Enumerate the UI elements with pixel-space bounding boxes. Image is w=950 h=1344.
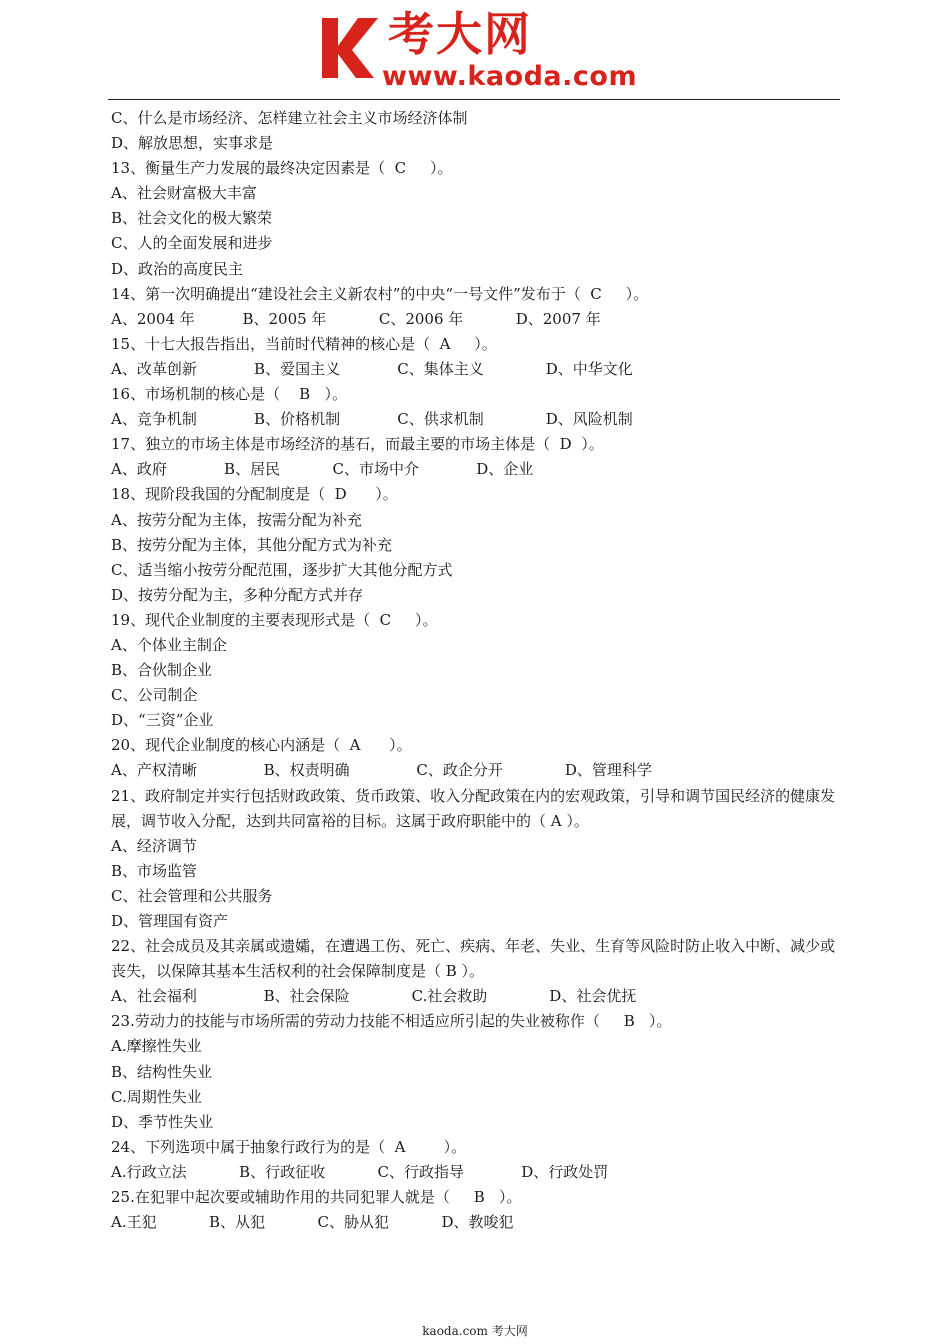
option-line: A、2004 年 B、2005 年 C、2006 年 D、2007 年 <box>111 309 601 328</box>
question-21: 21、政府制定并实行包括财政政策、货币政策、收入分配政策在内的宏观政策，引导和调节国民经济的健康发展，调节收入分配，达到共同富裕的目标。这属于政府职能中的（ A ）。 <box>111 786 836 830</box>
logo-url: www.kaoda.com <box>382 61 638 92</box>
logo-chinese-name: 考大网 <box>388 7 532 61</box>
question-15: 15、十七大报告指出，当前时代精神的核心是（ A ）。 <box>111 334 497 353</box>
question-16: 16、市场机制的核心是（ B ）。 <box>111 385 347 404</box>
option-line: D、季节性失业 <box>111 1112 214 1131</box>
option-line: A、政府 B、居民 C、市场中介 D、企业 <box>111 460 534 479</box>
option-line: C.周期性失业 <box>111 1087 202 1106</box>
option-line: D、按劳分配为主，多种分配方式并存 <box>111 585 364 604</box>
question-19: 19、现代企业制度的主要表现形式是（ C ）。 <box>111 610 438 629</box>
option-line: D、“三资”企业 <box>111 711 214 730</box>
option-line: C、人的全面发展和进步 <box>111 234 273 253</box>
kaoda-k-logo-icon <box>318 12 382 84</box>
question-list <box>111 106 841 1235</box>
option-line: A.行政立法 B、行政征收 C、行政指导 D、行政处罚 <box>111 1162 609 1181</box>
text-line: D、解放思想，实事求是 <box>111 134 274 153</box>
option-line: A.王犯 B、从犯 C、胁从犯 D、教唆犯 <box>111 1213 514 1232</box>
question-25: 25.在犯罪中起次要或辅助作用的共同犯罪人就是（ B ）。 <box>111 1188 522 1207</box>
option-line: A、社会财富极大丰富 <box>111 184 257 203</box>
option-line: A、经济调节 <box>111 836 197 855</box>
page-footer: kaoda.com 考大网 <box>422 1324 528 1338</box>
option-line: A、竞争机制 B、价格机制 C、供求机制 D、风险机制 <box>111 410 633 429</box>
header-divider <box>108 99 840 100</box>
option-line: A、个体业主制企 <box>111 635 227 654</box>
option-line: D、政治的高度民主 <box>111 259 244 278</box>
question-13: 13、衡量生产力发展的最终决定因素是（ C ）。 <box>111 159 453 178</box>
page-header <box>0 0 950 102</box>
option-line: C、公司制企 <box>111 686 198 705</box>
option-line: C、适当缩小按劳分配范围，逐步扩大其他分配方式 <box>111 560 453 579</box>
question-23: 23.劳动力的技能与市场所需的劳动力技能不相适应所引起的失业被称作（ B ）。 <box>111 1012 672 1031</box>
option-line: A、改革创新 B、爱国主义 C、集体主义 D、中华文化 <box>111 359 633 378</box>
question-17: 17、独立的市场主体是市场经济的基石，而最主要的市场主体是（ D ）。 <box>111 435 604 454</box>
option-line: A、按劳分配为主体，按需分配为补充 <box>111 510 362 529</box>
question-24: 24、下列选项中属于抽象行政行为的是（ A ）。 <box>111 1137 467 1156</box>
option-line: A、社会福利 B、社会保险 C.社会救助 D、社会优抚 <box>111 987 637 1006</box>
option-line: C、社会管理和公共服务 <box>111 886 273 905</box>
question-18: 18、现阶段我国的分配制度是（ D ）。 <box>111 485 398 504</box>
option-line: B、合伙制企业 <box>111 661 213 680</box>
option-line: D、管理国有资产 <box>111 912 229 930</box>
option-line: B、结构性失业 <box>111 1062 213 1081</box>
question-20: 20、现代企业制度的核心内涵是（ A ）。 <box>111 736 412 755</box>
question-14: 14、第一次明确提出“建设社会主义新农村”的中央“一号文件”发布于（ C ）。 <box>111 284 649 303</box>
option-line: A.摩擦性失业 <box>111 1037 202 1056</box>
option-line: B、社会文化的极大繁荣 <box>111 209 273 228</box>
option-line: B、按劳分配为主体，其他分配方式为补充 <box>111 535 393 554</box>
option-line: B、市场监管 <box>111 861 198 880</box>
question-22: 22、社会成员及其亲属或遗孀，在遭遇工伤、死亡、疾病、年老、失业、生育等风险时防止收入中断、减少或丧失，以保障其基本生活权利的社会保障制度是（ B ）。 <box>111 937 836 981</box>
text-line: C、什么是市场经济、怎样建立社会主义市场经济体制 <box>111 109 468 127</box>
option-line: A、产权清晰 B、权责明确 C、政企分开 D、管理科学 <box>111 761 652 780</box>
